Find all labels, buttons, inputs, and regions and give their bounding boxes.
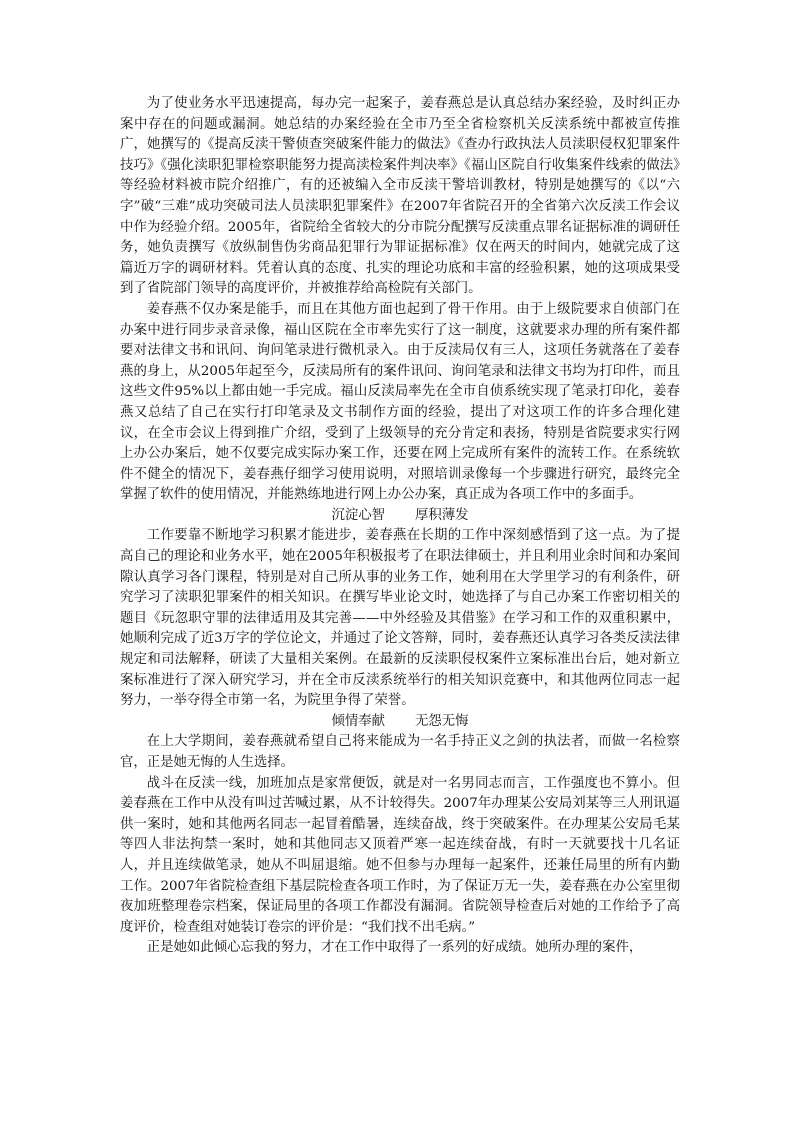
paragraph-4: 在上大学期间，姜春燕就希望自己将来能成为一名手持正义之剑的执法者，而做一名检察官，正是她无悔的人生选择。 [120,734,680,770]
paragraph-3: 工作要靠不断地学习积累才能进步，姜春燕在长期的工作中深刻感悟到了这一点。为了提高自己的理论和业务水平，她在2005年积极报考了在职法律硕士，并且利用业余时间和办案间隙认真学习各门课程，特别是对自己所从事的业务工作，她利用在大学里学习的有利条件，研究学习了渎职犯罪案件的相关知识。在撰写毕业论文时，她选择了与自己办案工作密切相关的题目《玩忽职守罪的法律适用及其完善——中外经验及其借鉴》在学习和工作的双重积累中，她顺利完成了近3万字的学位论文，并通过了论文答辩，同时，姜春燕还认真学习各类反渎法律规定和司法解释，研读了大量相关案例。在最新的反渎职侵权案件立案标准出台后，她对新立案标准进行了深入研究学习，并在全市反渎系统举行的相关知识竞赛中，和其他两位同志一起努力，一举夺得全市第一名，为院里争得了荣誉。 [120,528,680,709]
paragraph-6: 正是她如此倾心忘我的努力，才在工作中取得了一系列的好成绩。她所办理的案件， [146,940,643,956]
section-heading-1-part-1: 沉淀心智 [331,507,385,523]
section-heading-2-part-2: 无怨无悔 [415,713,469,729]
paragraph-2: 姜春燕不仅办案是能手，而且在其他方面也起到了骨干作用。由于上级院要求自侦部门在办案中进行同步录音录像，福山区院在全市率先实行了这一制度，这就要求办理的所有案件都要对法律文书和讯问、询问笔录进行微机录入。由于反渎局仅有三人，这项任务就落在了姜春燕的身上，从2005年起至今，反渎局所有的案件讯问、询问笔录和法律文书均为打印件，而且这些文件95%以上都由她一手完成。福山反渎局率先在全市自侦系统实现了笔录打印化，姜春燕又总结了自己在实行打印笔录及文书制作方面的经验，提出了对这项工作的许多合理化建议，在全市会议上得到推广介绍，受到了上级领导的充分肯定和表扬，特别是省院要求实行网上办公办案后，她不仅要完成实际办案工作，还要在网上完成所有案件的流转工作。在系统软件不健全的情况下，姜春燕仔细学习使用说明，对照培训录像每一个步骤进行研究，最终完全掌握了软件的使用情况，并能熟练地进行网上办公办案，真正成为各项工作中的多面手。 [120,301,680,503]
section-heading-2 [120,712,680,733]
document-page [120,94,680,959]
section-heading-2-part-1: 倾情奉献 [331,713,385,729]
paragraph-1: 为了使业务水平迅速提高，每办完一起案子，姜春燕总是认真总结办案经验，及时纠正办案中存在的问题或漏洞。她总结的办案经验在全市乃至全省检察机关反渎系统中都被宣传推广，她撰写的《提高反渎干警侦查突破案件能力的做法》《查办行政执法人员渎职侵权犯罪案件技巧》《强化渎职犯罪检察职能努力提高渎检案件判决率》《福山区院自行收集案件线索的做法》等经验材料被市院介绍推广，有的还被编入全市反渎干警培训教材，特别是她撰写的《以“六字”破“三难”成功突破司法人员渎职犯罪案件》在2007年省院召开的全省第六次反渎工作会议中作为经验介绍。2005年，省院给全省较大的分市院分配撰写反渎重点罪名证据标准的调研任务，她负责撰写《放纵制售伪劣商品犯罪行为罪证据标准》仅在两天的时间内，她就完成了这篇近万字的调研材料。凭着认真的态度、扎实的理论功底和丰富的经验积累，她的这项成果受到了省院部门领导的高度评价，并被推荐给高检院有关部门。 [120,96,680,297]
section-heading-1 [120,506,680,527]
paragraph-5: 战斗在反渎一线，加班加点是家常便饭，就是对一名男同志而言，工作强度也不算小。但姜春燕在工作中从没有叫过苦喊过累，从不计较得失。2007年办理某公安局刘某等三人刑讯逼供一案时，她和其他两名同志一起冒着酷暑，连续奋战，终于突破案件。在办理某公安局毛某等四人非法拘禁一案时，她和其他同志又顶着严寒一起连续奋战，有时一天就要找十几名证人，并且连续做笔录，她从不叫屈退缩。她不但参与办理每一起案件，还兼任局里的所有内勤工作。2007年省院检查组下基层院检查各项工作时，为了保证万无一失，姜春燕在办公室里彻夜加班整理卷宗档案，保证局里的各项工作都没有漏洞。省院领导检查后对她的工作给予了高度评价，检查组对她装订卷宗的评价是：“我们找不出毛病。” [120,775,680,935]
section-heading-1-part-2: 厚积薄发 [415,507,469,523]
